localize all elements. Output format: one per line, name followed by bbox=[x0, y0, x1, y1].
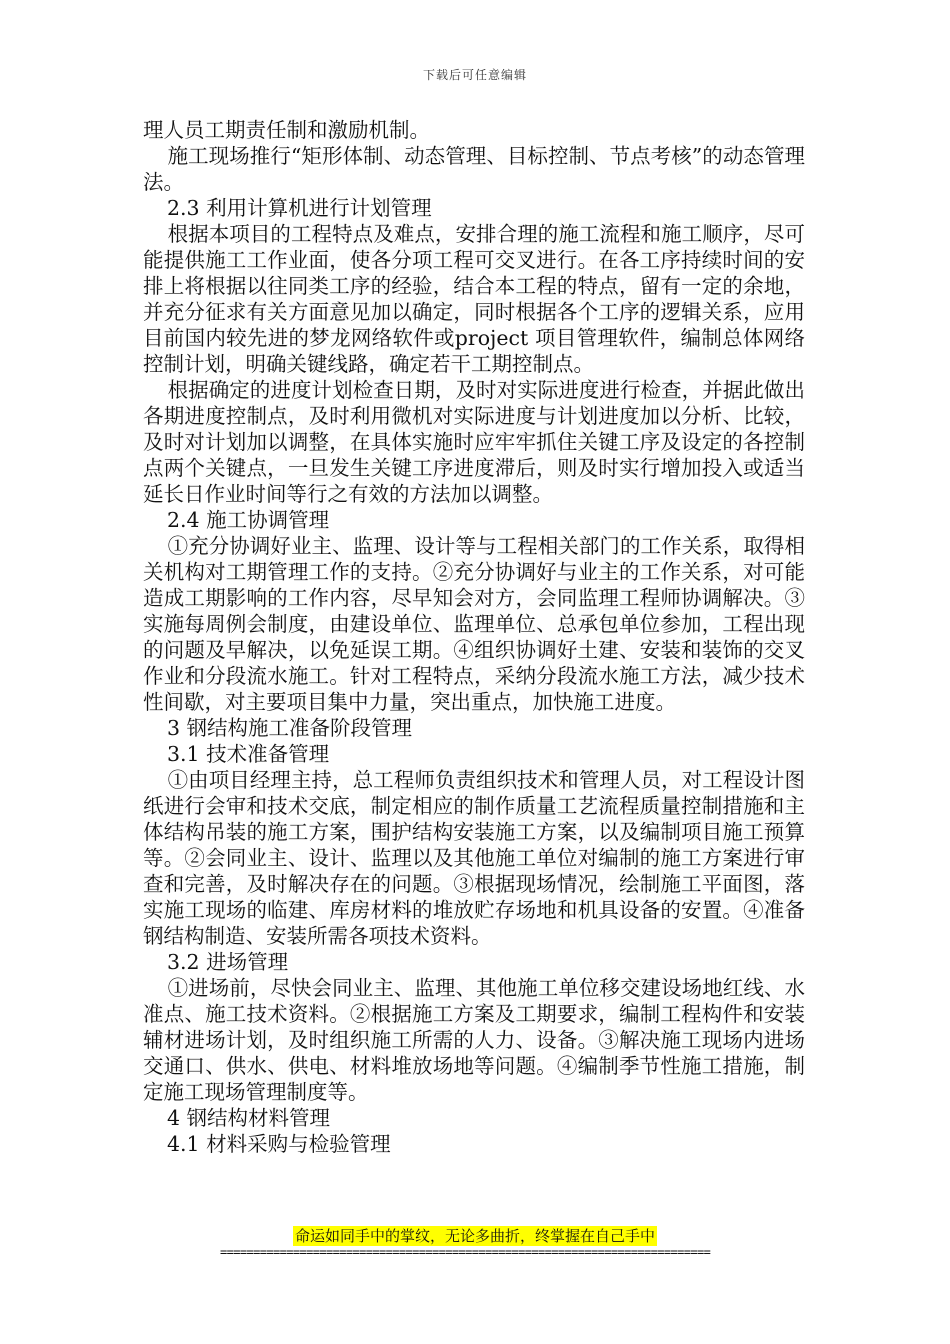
paragraph-technical-preparation: ①由项目经理主持，总工程师负责组织技术和管理人员，对工程设计图纸进行会审和技术交底，制定相应的制作质量工艺流程质量控制措施和主体结构吊装的施工方案，围护结构安装施工方案，以及编制项目施工预算等。②会同业主、设计、监理以及其他施工单位对编制的施工方案进行审查和完善，及时解决存在的问题。③根据现场情况，绘制施工平面图，落实施工现场的临建、库房材料的堆放贮存场地和机具设备的安置。④准备钢结构制造、安装所需各项技术资料。 bbox=[143, 768, 805, 948]
section-heading-4: 4 钢结构材料管理 bbox=[167, 1106, 331, 1130]
footer-motto: 命运如同手中的掌纹，无论多曲折，终掌握在自己手中 bbox=[294, 1227, 655, 1245]
footer bbox=[0, 1226, 950, 1246]
paragraph-dynamic-management: 施工现场推行“矩形体制、动态管理、目标控制、节点考核”的动态管理法。 bbox=[143, 144, 805, 194]
paragraph-site-entry: ①进场前，尽快会同业主、监理、其他施工单位移交建设场地红线、水准点、施工技术资料。②根据施工方案及工期要求，编制工程构件和安装辅材进场计划，及时组织施工所需的人力、设备。③解决施工现场内进场交通口、供水、供电、材料堆放场地等问题。④编制季节性施工措施，制定施工现场管理制度等。 bbox=[143, 976, 805, 1104]
section-heading-3: 3 钢结构施工准备阶段管理 bbox=[167, 716, 413, 740]
paragraph-continuation: 理人员工期责任制和激励机制。 bbox=[143, 118, 430, 142]
paragraph-coordination: ①充分协调好业主、监理、设计等与工程相关部门的工作关系，取得相关机构对工期管理工作的支持。②充分协调好与业主的工作关系，对可能造成工期影响的工作内容，尽早知会对方，会同监理工程师协调解决。③实施每周例会制度，由建设单位、监理单位、总承包单位参加，工程出现的问题及早解决，以免延误工期。④组织协调好土建、安装和装饰的交叉作业和分段流水施工。针对工程特点，采纳分段流水施工方法，减少技术性间歇，对主要项目集中力量，突出重点，加快施工进度。 bbox=[143, 534, 805, 714]
paragraph-schedule-planning: 根据本项目的工程特点及难点，安排合理的施工流程和施工顺序，尽可能提供施工工作业面，使各分项工程可交叉进行。在各工序持续时间的安排上将根据以往同类工序的经验，结合本工程的特点，留有一定的余地，并充分征求有关方面意见加以确定，同时根据各个工序的逻辑关系，应用目前国内较先进的梦龙网络软件或project 项目管理软件，编制总体网络控制计划，明确关键线路，确定若干工期控制点。 bbox=[143, 222, 805, 376]
paragraph-progress-check: 根据确定的进度计划检查日期，及时对实际进度进行检查，并据此做出各期进度控制点，及时利用微机对实际进度与计划进度加以分析、比较，及时对计划加以调整，在具体实施时应牢牢抓住关键工序及设定的各控制点两个关键点，一旦发生关键工序进度滞后，则及时实行增加投入或适当延长日作业时间等行之有效的方法加以调整。 bbox=[143, 378, 805, 506]
section-heading-2-3: 2.3 利用计算机进行计划管理 bbox=[167, 196, 432, 220]
section-heading-3-1: 3.1 技术准备管理 bbox=[167, 742, 330, 766]
footer-divider: ========================================================================== bbox=[220, 1245, 711, 1259]
section-heading-4-1: 4.1 材料采购与检验管理 bbox=[167, 1132, 391, 1156]
section-heading-2-4: 2.4 施工协调管理 bbox=[167, 508, 330, 532]
section-heading-3-2: 3.2 进场管理 bbox=[167, 950, 289, 974]
page-header: 下载后可任意编辑 bbox=[422, 68, 527, 82]
document-body bbox=[143, 117, 805, 1157]
